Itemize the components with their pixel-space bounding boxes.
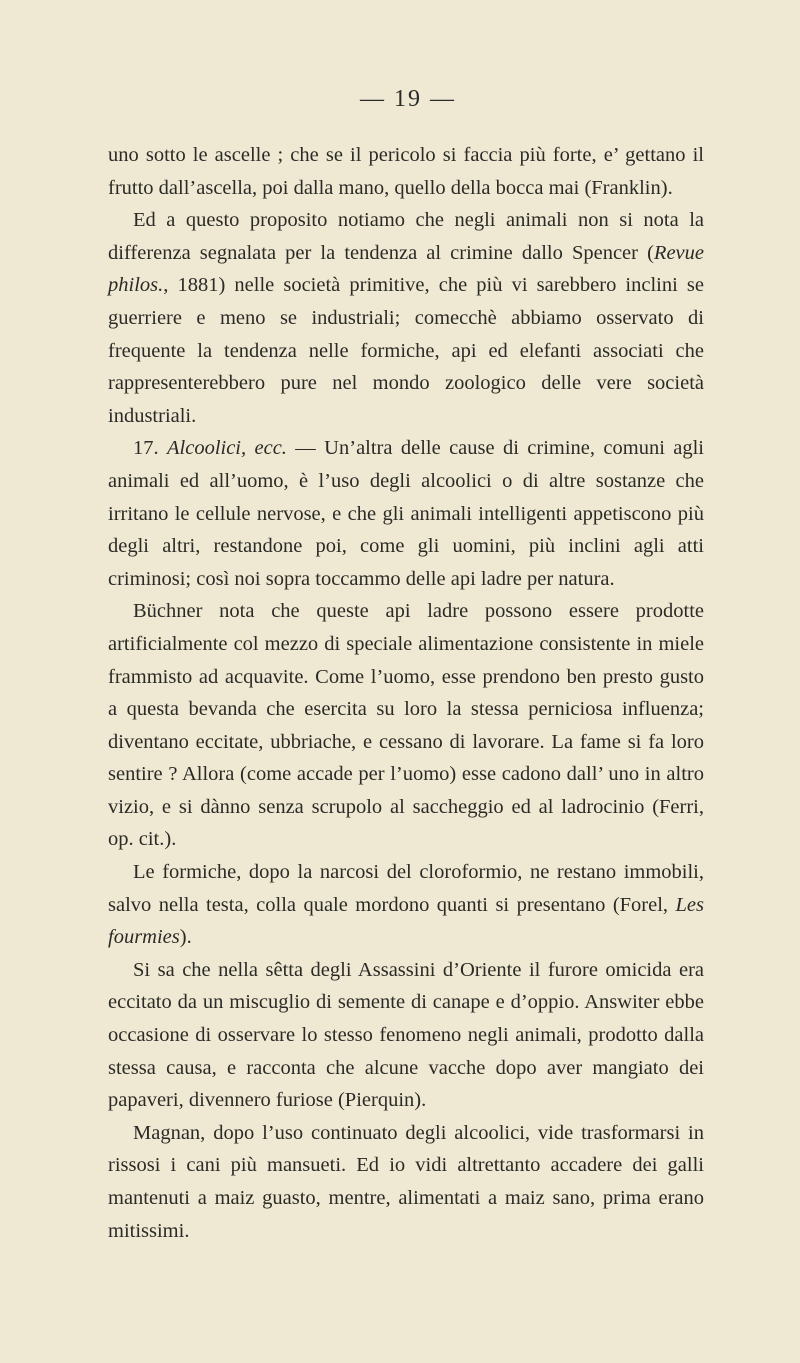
- paragraph-6-text: Si sa che nella sêtta degli Assassini d’Oriente il furore omicida era eccitato da un miscuglio di semente di canape e d’oppio. Answiter ebbe occasione di osservare lo stesso fenomeno negli animali, prodotto dalla stessa causa, e racconta che alcune vacche dopo aver mangiato dei papaveri, divennero furiose (Pierquin).: [108, 958, 704, 1112]
- paragraph-5-text-before: Le formiche, dopo la narcosi del cloroformio, ne restano immobili, salvo nella testa, colla quale mordono quanti si presentano (Forel,: [108, 861, 704, 916]
- page-number: — 19 —: [360, 86, 456, 112]
- paragraph-4: [108, 595, 704, 856]
- paragraph-4-text: Büchner nota che queste api ladre possono essere prodotte artificialmente col mezzo di speciale alimentazione consistente in miele frammisto ad acquavite. Come l’uomo, esse prendono ben presto gusto a questa bevanda che esercita su loro la stessa perniciosa influenza; diventano eccitate, ubbriache, e cessano di lavorare. La fame si fa loro sentire ? Allora (come accade per l’uomo) esse cadono dall’ uno in altro vizio, e si dànno senza scrupolo al saccheggio ed al ladrocinio (Ferri, op. cit.).: [108, 600, 704, 851]
- paragraph-5: [108, 856, 704, 954]
- paragraph-2-text-before: Ed a questo proposito notiamo che negli animali non si nota la differenza segnalata per la tendenza al crimine dallo Spencer (: [108, 209, 704, 264]
- paragraph-3-text: — Un’altra delle cause di crimine, comuni agli animali ed all’uomo, è l’uso degli alcoolici o di altre sostanze che irritano le cellule nervose, e che gli animali intelligenti appetiscono più degli altri, restandone poi, come gli uomini, più inclini agli atti criminosi; così noi sopra toccammo delle api ladre per natura.: [108, 437, 704, 590]
- paragraph-3: [108, 432, 704, 595]
- paragraph-7: [108, 1117, 704, 1247]
- section-heading: Alcoolici: [167, 437, 242, 460]
- paragraph-1-text: uno sotto le ascelle ; che se il pericolo si faccia più forte, e’ gettano il frutto dall’ascella, poi dalla mano, quello della bocca mai (Franklin).: [108, 144, 704, 199]
- paragraph-2: [108, 204, 704, 432]
- body-text: [108, 139, 704, 1247]
- paragraph-7-text: Magnan, dopo l’uso continuato degli alcoolici, vide trasformarsi in rissosi i cani più mansueti. Ed io vidi altrettanto accadere dei galli mantenuti a maiz guasto, mentre, alimentati a maiz sano, prima erano mitissimi.: [108, 1121, 704, 1242]
- paragraph-5-text-after: ).: [179, 926, 192, 949]
- section-number: 17.: [133, 437, 159, 460]
- paragraph-2-citation: Revue philos.: [108, 241, 704, 297]
- paragraph-5-citation: Les fourmies: [108, 893, 704, 949]
- paragraph-1: [108, 139, 704, 204]
- paragraph-6: [108, 954, 704, 1117]
- section-heading-suffix: , ecc.: [241, 437, 287, 460]
- paragraph-2-text-after: , 1881) nelle società primitive, che più vi sarebbero inclini se guerriere e meno se industriali; comecchè abbiamo osservato di frequente la tendenza nelle formiche, api ed elefanti associati che rappresenterebbero pure nel mondo zoologico delle vere società industriali.: [108, 274, 704, 427]
